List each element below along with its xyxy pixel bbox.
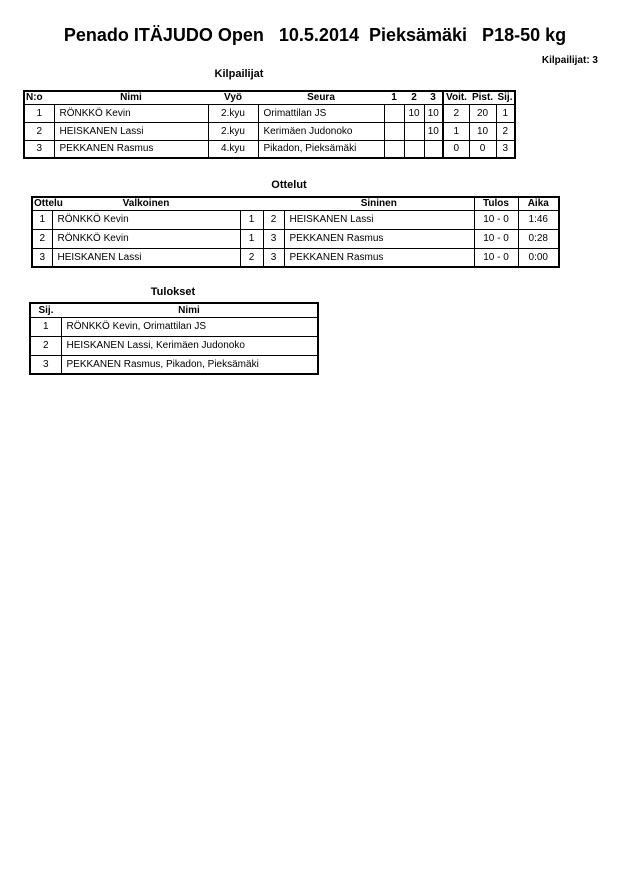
- competitor-count-label: Kilpailijat: 3: [541, 55, 598, 66]
- cell-time: 0:28: [518, 229, 559, 248]
- cell-white-no: 2: [240, 248, 263, 267]
- col-header-belt: Vyö: [208, 91, 258, 104]
- cell-name: RÖNKKÖ Kevin: [54, 104, 208, 122]
- cell-place: 1: [30, 317, 61, 336]
- cell-round2: 10: [404, 104, 424, 122]
- cell-result: 10 - 0: [474, 210, 518, 229]
- col-header-no: N:o: [24, 91, 54, 104]
- cell-place: 3: [496, 140, 515, 158]
- results-table: [29, 302, 319, 375]
- competitor-row: [24, 122, 515, 140]
- col-header-points: Pist.: [469, 91, 496, 104]
- section-title-matches: Ottelut: [271, 179, 307, 191]
- cell-place: 2: [496, 122, 515, 140]
- competitor-row: [24, 104, 515, 122]
- col-header-match: Ottelu: [34, 198, 63, 210]
- cell-name: PEKKANEN Rasmus, Pikadon, Pieksämäki: [61, 355, 318, 374]
- col-header-name: Nimi: [54, 91, 208, 104]
- col-header-blue: Sininen: [284, 197, 474, 210]
- cell-belt: 4.kyu: [208, 140, 258, 158]
- col-header-spacer: [263, 197, 284, 210]
- cell-round1: [384, 140, 404, 158]
- results-header-row: [30, 303, 318, 317]
- cell-round3: 10: [424, 104, 443, 122]
- cell-name: HEISKANEN Lassi: [54, 122, 208, 140]
- cell-round2: [404, 122, 424, 140]
- page-title: Penado ITÄJUDO Open 10.5.2014 Pieksämäki P18-50 kg: [63, 25, 567, 45]
- col-header-result: Tulos: [474, 197, 518, 210]
- cell-points: 10: [469, 122, 496, 140]
- cell-result: 10 - 0: [474, 229, 518, 248]
- col-header-name: Nimi: [61, 303, 318, 317]
- cell-white-name: RÖNKKÖ Kevin: [52, 210, 240, 229]
- competitors-header-row: [24, 91, 515, 104]
- cell-match-no: 2: [32, 229, 52, 248]
- cell-round2: [404, 140, 424, 158]
- section-title-competitors: Kilpailijat: [214, 68, 264, 80]
- cell-white-name: RÖNKKÖ Kevin: [52, 229, 240, 248]
- matches-header-row: [32, 197, 559, 210]
- competitor-row: [24, 140, 515, 158]
- cell-blue-no: 3: [263, 229, 284, 248]
- cell-white-no: 1: [240, 210, 263, 229]
- cell-name: RÖNKKÖ Kevin, Orimattilan JS: [61, 317, 318, 336]
- cell-place: 2: [30, 336, 61, 355]
- col-header-time: Aika: [518, 197, 559, 210]
- col-header-club: Seura: [258, 91, 384, 104]
- cell-wins: 0: [443, 140, 469, 158]
- cell-points: 0: [469, 140, 496, 158]
- cell-belt: 2.kyu: [208, 122, 258, 140]
- col-header-place: Sij.: [30, 303, 61, 317]
- cell-wins: 1: [443, 122, 469, 140]
- cell-no: 1: [24, 104, 54, 122]
- cell-name: HEISKANEN Lassi, Kerimäen Judonoko: [61, 336, 318, 355]
- cell-round3: 10: [424, 122, 443, 140]
- cell-white-name: HEISKANEN Lassi: [52, 248, 240, 267]
- cell-blue-name: PEKKANEN Rasmus: [284, 229, 474, 248]
- col-header-round2: 2: [404, 91, 424, 104]
- cell-name: PEKKANEN Rasmus: [54, 140, 208, 158]
- col-header-spacer: [240, 197, 263, 210]
- cell-round1: [384, 104, 404, 122]
- cell-belt: 2.kyu: [208, 104, 258, 122]
- result-row: [30, 317, 318, 336]
- cell-round3: [424, 140, 443, 158]
- cell-place: 3: [30, 355, 61, 374]
- cell-blue-name: HEISKANEN Lassi: [284, 210, 474, 229]
- match-row: [32, 210, 559, 229]
- cell-time: 1:46: [518, 210, 559, 229]
- cell-club: Kerimäen Judonoko: [258, 122, 384, 140]
- cell-no: 2: [24, 122, 54, 140]
- result-row: [30, 355, 318, 374]
- competitors-table: [23, 90, 516, 159]
- cell-club: Orimattilan JS: [258, 104, 384, 122]
- cell-round1: [384, 122, 404, 140]
- section-title-results: Tulokset: [150, 286, 196, 298]
- cell-wins: 2: [443, 104, 469, 122]
- cell-place: 1: [496, 104, 515, 122]
- cell-blue-no: 3: [263, 248, 284, 267]
- col-header-round1: 1: [384, 91, 404, 104]
- cell-result: 10 - 0: [474, 248, 518, 267]
- cell-match-no: 3: [32, 248, 52, 267]
- col-header-wins: Voit.: [443, 91, 469, 104]
- col-header-white: Valkoinen: [52, 197, 240, 210]
- cell-blue-name: PEKKANEN Rasmus: [284, 248, 474, 267]
- cell-white-no: 1: [240, 229, 263, 248]
- matches-table: [31, 196, 560, 268]
- cell-no: 3: [24, 140, 54, 158]
- cell-time: 0:00: [518, 248, 559, 267]
- col-header-round3: 3: [424, 91, 443, 104]
- cell-blue-no: 2: [263, 210, 284, 229]
- match-row: [32, 229, 559, 248]
- cell-match-no: 1: [32, 210, 52, 229]
- col-header-place: Sij.: [496, 91, 515, 104]
- cell-club: Pikadon, Pieksämäki: [258, 140, 384, 158]
- cell-points: 20: [469, 104, 496, 122]
- match-row: [32, 248, 559, 267]
- result-row: [30, 336, 318, 355]
